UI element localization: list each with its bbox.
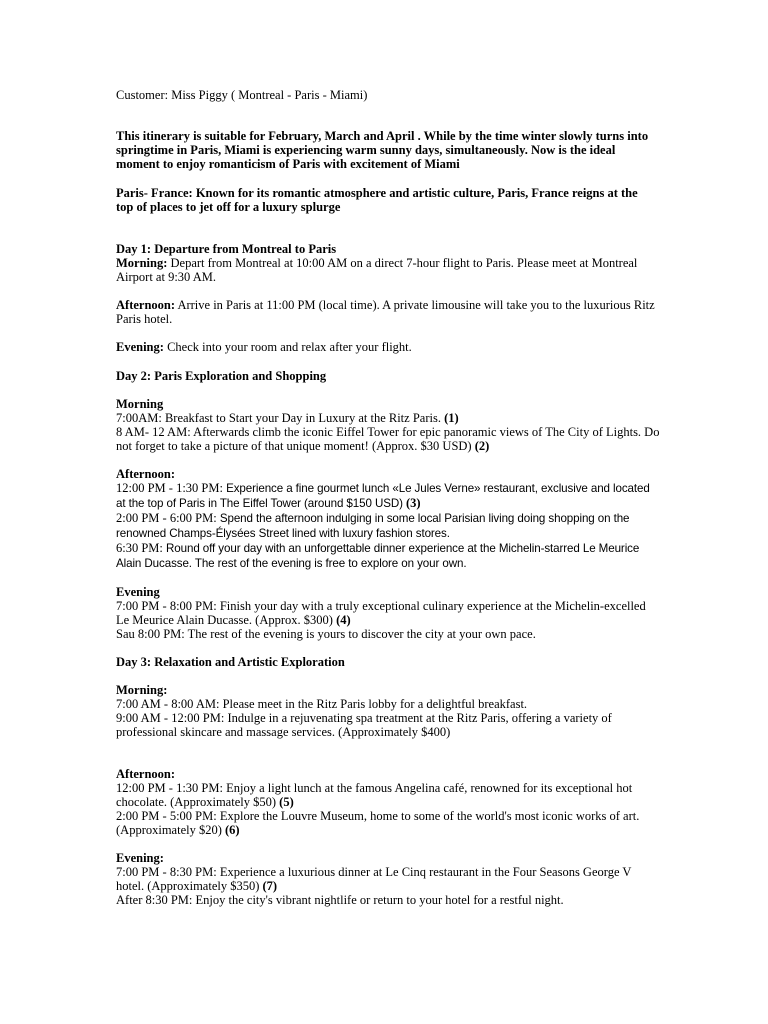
day2-evening-label: Evening <box>116 585 160 599</box>
item-text: 12:00 PM - 1:30 PM: Enjoy a light lunch at the famous Angelina café, renowned for its exceptional hot chocolate. (Approximately $50) <box>116 781 633 809</box>
day3-morning-item-1 <box>116 697 661 711</box>
day2-morning-item-1 <box>116 411 661 425</box>
day1-section <box>116 242 661 354</box>
item-text: Experience a fine gourmet lunch «Le Jules Verne» restaurant, exclusive and located at the top of Paris in The Eiffel Tower (around $150 USD) <box>116 482 650 510</box>
reference-number: (4) <box>336 613 351 627</box>
paris-intro-paragraph: Paris- France: Known for its romantic atmosphere and artistic culture, Paris, France reigns at the top of places to jet off for a luxury splurge <box>116 186 638 214</box>
day1-afternoon <box>116 298 661 326</box>
item-text: 8 AM- 12 AM: Afterwards climb the iconic Eiffel Tower for epic panoramic views of The City of Lights. Do not forget to take a picture of that unique moment! (Approx. $30 USD) <box>116 425 660 453</box>
morning-text: Depart from Montreal at 10:00 AM on a direct 7-hour flight to Paris. Please meet at Montreal Airport at 9:30 AM. <box>116 256 638 284</box>
day2-section <box>116 369 661 641</box>
day2-afternoon-item-1 <box>116 481 661 511</box>
reference-number: (3) <box>406 496 421 510</box>
item-time: 12:00 PM - 1:30 PM: <box>116 481 227 495</box>
day3-section <box>116 655 661 907</box>
day3-title: Day 3: Relaxation and Artistic Exploration <box>116 655 345 669</box>
item-text: 7:00 PM - 8:00 PM: Finish your day with a truly exceptional culinary experience at the Michelin-excelled Le Meurice Alain Ducasse. (Approx. $300) <box>116 599 646 627</box>
item-text: Spend the afternoon indulging in some local Parisian living doing shopping on the renowned Champs-Élysées Street lined with luxury fashion stores. <box>116 512 630 540</box>
reference-number: (2) <box>474 439 490 453</box>
item-text: Round off your day with an unforgettable dinner experience at the Michelin-starred Le Meurice Alain Ducasse. The rest of the evening is free to explore on your own. <box>116 542 640 570</box>
day2-morning-label: Morning <box>116 397 164 411</box>
day3-afternoon-item-1 <box>116 781 661 809</box>
day3-afternoon-item-2 <box>116 809 661 837</box>
afternoon-label: Afternoon: <box>116 298 176 312</box>
reference-number: (6) <box>225 823 240 837</box>
item-text: 7:00AM: Breakfast to Start your Day in Luxury at the Ritz Paris. <box>116 411 445 425</box>
day3-evening-item-1 <box>116 865 661 893</box>
day3-afternoon-label: Afternoon: <box>116 767 176 781</box>
evening-label: Evening: <box>116 340 164 354</box>
day1-morning <box>116 256 661 284</box>
day2-evening-item-1 <box>116 599 661 627</box>
day3-morning-label: Morning: <box>116 683 168 697</box>
day2-morning-item-2 <box>116 425 661 453</box>
day2-evening-item-2 <box>116 627 661 641</box>
day2-afternoon-item-3 <box>116 541 661 571</box>
intro-paragraph: This itinerary is suitable for February, March and April . While by the time winter slowly turns into springtime in Paris, Miami is experiencing warm sunny days, simultaneously. Now is the ideal moment to enjoy romanticism of Paris with excitement of Miami <box>116 129 649 171</box>
item-time: 2:00 PM - 6:00 PM: <box>116 511 220 525</box>
reference-number: (5) <box>279 795 294 809</box>
day3-evening-label: Evening: <box>116 851 164 865</box>
customer-line: Customer: Miss Piggy ( Montreal - Paris - Miami) <box>116 88 368 102</box>
evening-text: Check into your room and relax after your flight. <box>163 340 412 354</box>
reference-number: (7) <box>262 879 278 893</box>
afternoon-text: Arrive in Paris at 11:00 PM (local time). A private limousine will take you to the luxurious Ritz Paris hotel. <box>116 298 655 326</box>
day2-afternoon-label: Afternoon: <box>116 467 176 481</box>
item-text: 9:00 AM - 12:00 PM: Indulge in a rejuvenating spa treatment at the Ritz Paris, offering a variety of professional skincare and massage services. (Approximately $400) <box>116 711 612 739</box>
day2-afternoon-item-2 <box>116 511 661 541</box>
item-time: 6:30 PM: <box>116 541 167 555</box>
item-text: Sau 8:00 PM: The rest of the evening is yours to discover the city at your own pace. <box>116 627 536 641</box>
reference-number: (1) <box>444 411 459 425</box>
day3-evening-item-2 <box>116 893 661 907</box>
day2-title: Day 2: Paris Exploration and Shopping <box>116 369 327 383</box>
day1-title: Day 1: Departure from Montreal to Paris <box>116 242 337 256</box>
day1-evening <box>116 340 661 354</box>
item-text: 7:00 PM - 8:30 PM: Experience a luxurious dinner at Le Cinq restaurant in the Four Seasons George V hotel. (Approximately $350) <box>116 865 632 893</box>
morning-label: Morning: <box>116 256 168 270</box>
item-text: After 8:30 PM: Enjoy the city's vibrant nightlife or return to your hotel for a restful night. <box>116 893 564 907</box>
item-text: 2:00 PM - 5:00 PM: Explore the Louvre Museum, home to some of the world's most iconic works of art. (Approximately $20) <box>116 809 640 837</box>
item-text: 7:00 AM - 8:00 AM: Please meet in the Ritz Paris lobby for a delightful breakfast. <box>116 697 528 711</box>
day3-morning-item-2 <box>116 711 661 739</box>
